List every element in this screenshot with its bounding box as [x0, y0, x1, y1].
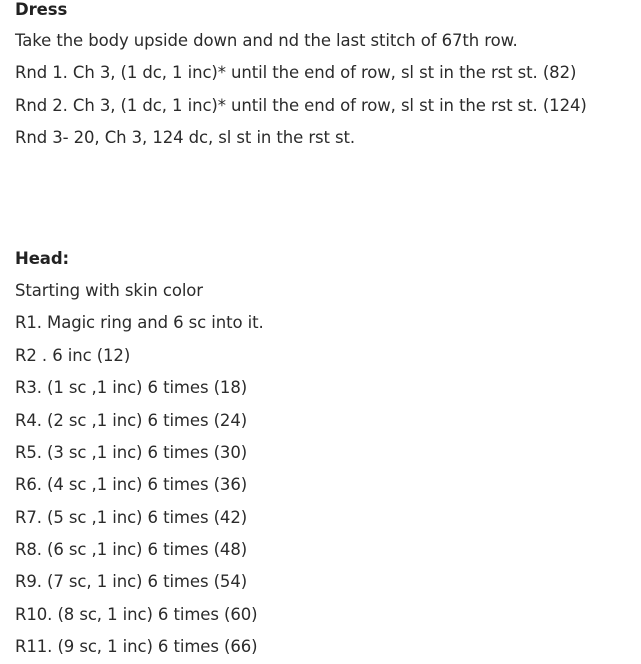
head-line: R6. (4 sc ,1 inc) 6 times (36): [15, 475, 248, 495]
dress-instructions: [15, 25, 635, 155]
head-line: R10. (8 sc, 1 inc) 6 times (60): [15, 604, 258, 624]
dress-line: Take the body upside down and nd the last stitch of 67th row.: [15, 31, 518, 50]
head-line: R4. (2 sc ,1 inc) 6 times (24): [15, 410, 248, 430]
dress-line: Rnd 1. Ch 3, (1 dc, 1 inc)* until the end of row, sl st in the rst st. (82): [15, 63, 577, 83]
dress-line: Rnd 3- 20, Ch 3, 124 dc, sl st in the rst st.: [15, 128, 356, 148]
dress-line: Rnd 2. Ch 3, (1 dc, 1 inc)* until the end of row, sl st in the rst st. (124): [15, 95, 587, 115]
head-line: Starting with skin color: [15, 280, 203, 300]
dress-heading: Dress: [15, 0, 68, 19]
head-line: R3. (1 sc ,1 inc) 6 times (18): [15, 378, 248, 398]
head-line: R8. (6 sc ,1 inc) 6 times (48): [15, 540, 248, 560]
pattern-document: [15, 0, 635, 664]
head-line: R1. Magic ring and 6 sc into it.: [15, 313, 264, 333]
head-instructions: [15, 275, 635, 664]
head-line: R2 . 6 inc (12): [15, 345, 131, 365]
head-heading: Head:: [15, 248, 70, 268]
section-spacer: [15, 155, 635, 243]
head-line: R7. (5 sc ,1 inc) 6 times (42): [15, 507, 248, 527]
head-line: R9. (7 sc, 1 inc) 6 times (54): [15, 572, 248, 592]
head-line: R11. (9 sc, 1 inc) 6 times (66): [15, 637, 258, 657]
head-line: R5. (3 sc ,1 inc) 6 times (30): [15, 442, 248, 462]
